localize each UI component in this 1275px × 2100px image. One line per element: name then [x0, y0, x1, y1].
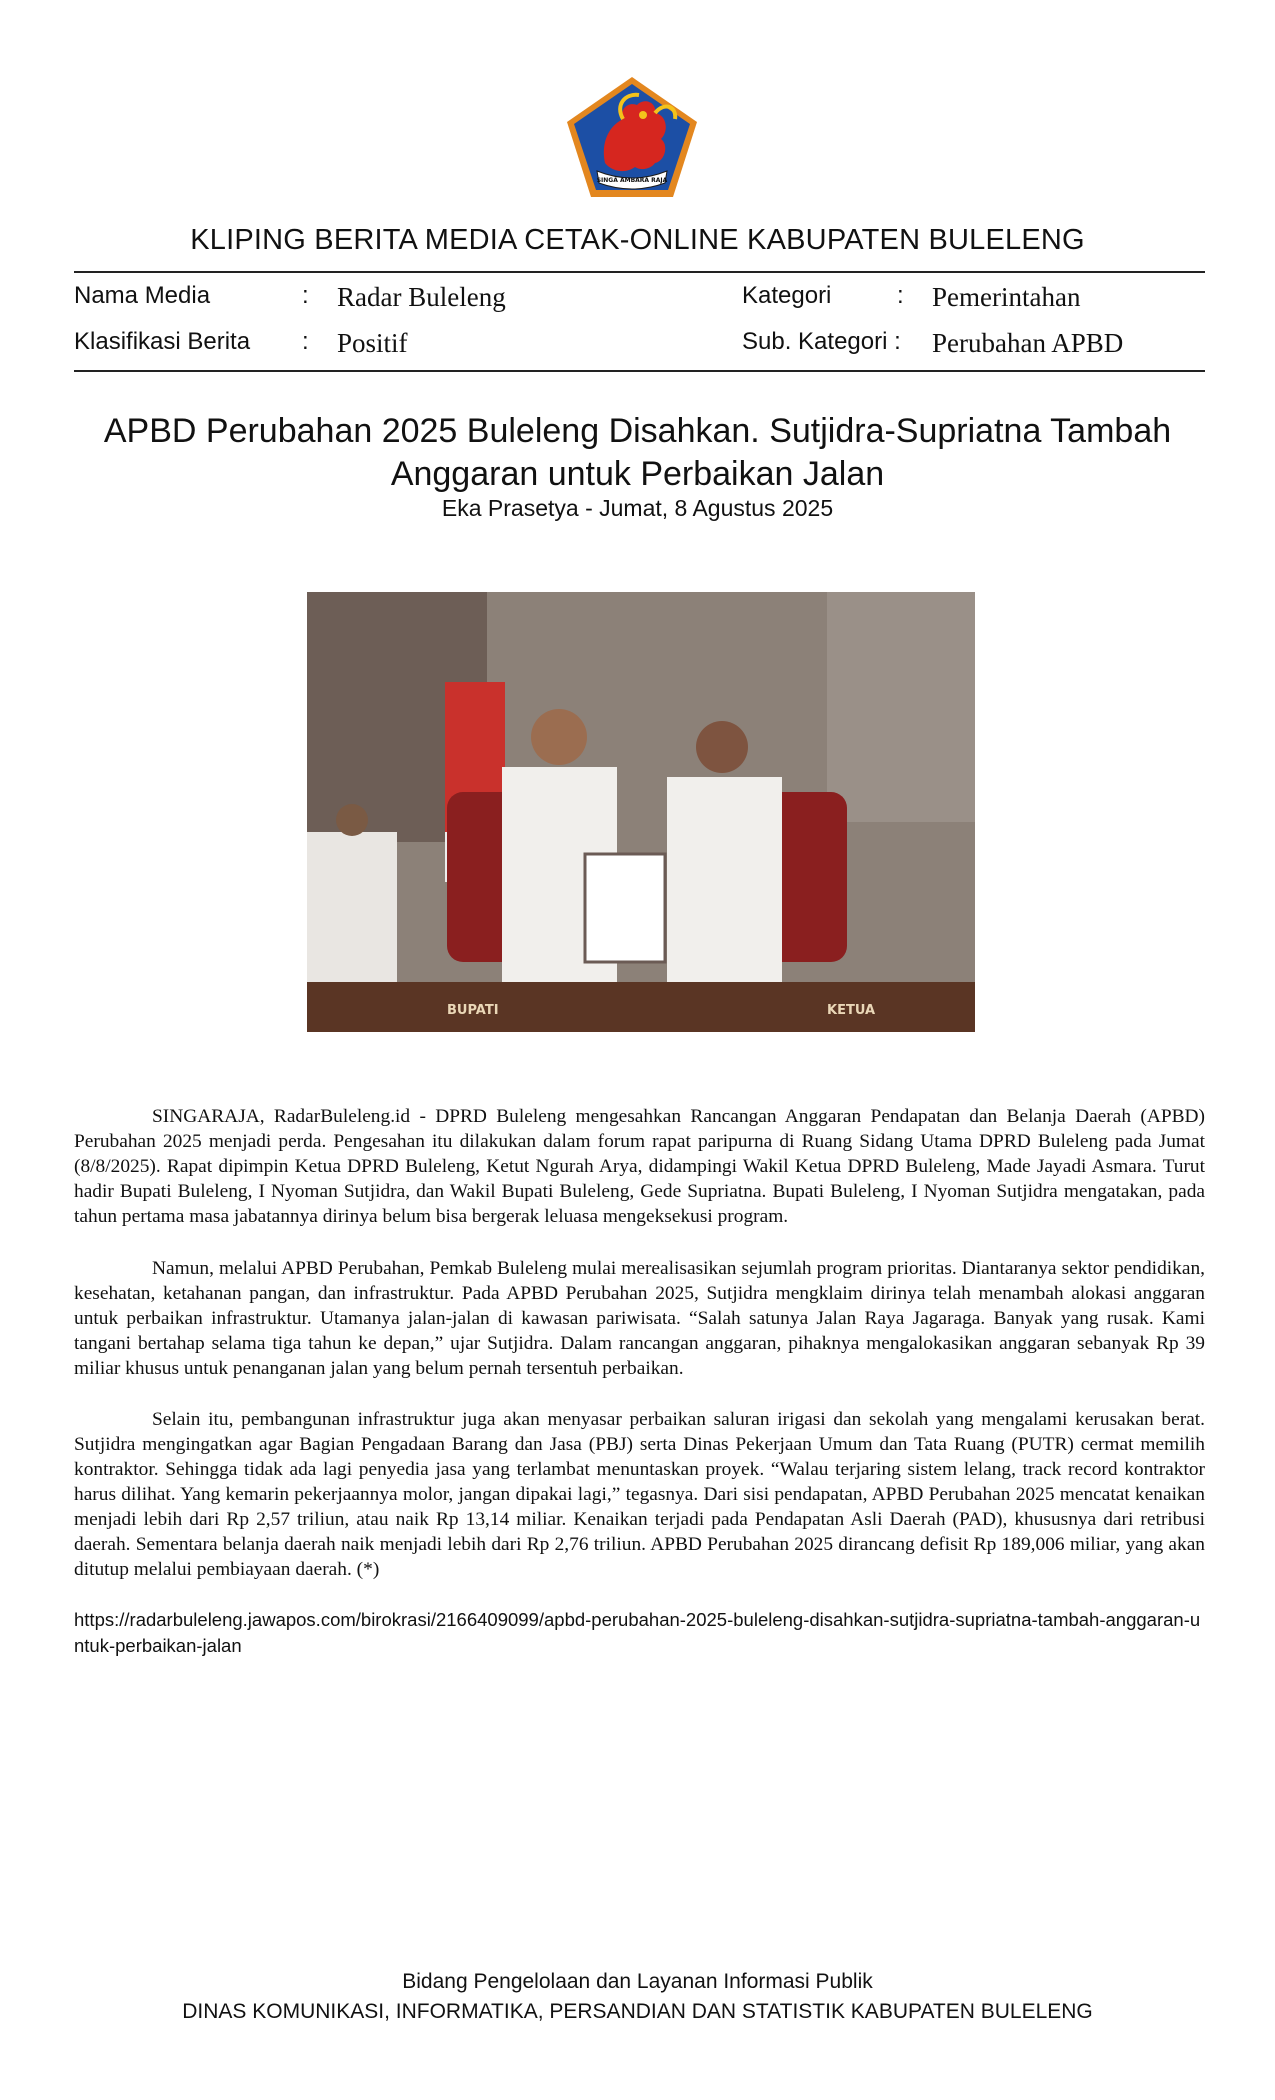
klasifikasi-berita-colon: : — [302, 328, 309, 355]
logo-motto-text: SINGA AMBARA RAJA — [596, 177, 668, 184]
footer-agency: DINAS KOMUNIKASI, INFORMATIKA, PERSANDIAN DAN STATISTIK KABUPATEN BULELENG — [182, 2000, 1093, 2023]
photo-label-bupati: BUPATI — [447, 1003, 499, 1018]
kategori-label: Kategori — [742, 282, 832, 309]
photo-right-wall — [827, 592, 975, 822]
photo-document — [585, 854, 665, 962]
klasifikasi-berita-value: Positif — [337, 328, 408, 358]
nama-media-label: Nama Media — [74, 282, 211, 309]
kategori-value: Pemerintahan — [932, 282, 1081, 312]
photo-person-left-head — [531, 709, 587, 765]
article-paragraph-3: Selain itu, pembangunan infrastruktur juga akan menyasar perbaikan saluran irigasi dan sekolah yang mengalami kerusakan berat. Sutjidra mengingatkan agar Bagian Pengadaan Barang dan Jasa (PBJ) serta Dinas Pekerjaan Umum dan Tata Ruang (PUTR) cermat memilih kontraktor. Sehingga tidak ada lagi penyedia jasa yang terlambat menuntaskan proyek. “Walau terjaring sistem lelang, track record kontraktor harus dilihat. Yang kemarin pekerjaannya molor, jangan dipakai lagi,” tegasnya. Dari sisi pendapatan, APBD Perubahan 2025 mencatat kenaikan menjadi lebih dari Rp 2,57 triliun, atau naik Rp 13,14 miliar. Kenaikan terjadi pada Pendapatan Asli Daerah (PAD), khususnya dari retribusi daerah. Sementara belanja daerah naik menjadi lebih dari Rp 2,76 triliun. APBD Perubahan 2025 dirancang defisit Rp 189,006 miliar, yang akan ditutup melalui pembiayaan daerah. (*) — [74, 1409, 1205, 1580]
nama-media-colon: : — [302, 282, 309, 309]
photo-attendant-head — [336, 804, 368, 836]
header-rule-top — [74, 271, 1205, 273]
footer-department: Bidang Pengelolaan dan Layanan Informasi Publik — [402, 1970, 873, 1993]
logo-lion-eye — [639, 111, 647, 119]
nama-media-value: Radar Buleleng — [337, 282, 506, 312]
article-byline: Eka Prasetya - Jumat, 8 Agustus 2025 — [441, 495, 834, 521]
header-rule-bottom — [74, 370, 1205, 372]
article-headline: APBD Perubahan 2025 Buleleng Disahkan. Sutjidra-Supriatna Tambah Anggaran untuk Perbaikan Jalan — [103, 412, 1172, 493]
photo-label-ketua: KETUA — [827, 1003, 876, 1018]
sub-kategori-label: Sub. Kategori : — [742, 328, 901, 355]
kategori-colon: : — [897, 282, 904, 309]
kliping-title: KLIPING BERITA MEDIA CETAK-ONLINE KABUPATEN BULELENG — [190, 224, 1085, 256]
source-url-link[interactable]: https://radarbuleleng.jawapos.com/birokrasi/2166409099/apbd-perubahan-2025-buleleng-disahkan-sutjidra-supriatna-tambah-anggaran-untuk-perbaikan-jalan — [74, 1609, 1201, 1656]
sub-kategori-value: Perubahan APBD — [932, 328, 1124, 358]
buleleng-regency-logo — [565, 75, 699, 199]
klasifikasi-berita-label: Klasifikasi Berita — [74, 328, 251, 355]
article-paragraph-2: Namun, melalui APBD Perubahan, Pemkab Buleleng mulai merealisasikan sejumlah program prioritas. Diantaranya sektor pendidikan, kesehatan, ketahanan pangan, dan infrastruktur. Pada APBD Perubahan 2025, Sutjidra mengklaim dirinya telah menambah alokasi anggaran untuk perbaikan infrastruktur. Utamanya jalan-jalan di kawasan pariwisata. “Salah satunya Jalan Raya Jagaraga. Banyak yang rusak. Kami tangani bertahap selama tiga tahun ke depan,” ujar Sutjidra. Dalam rancangan anggaran, pihaknya mengalokasikan anggaran sebanyak Rp 39 miliar khusus untuk penanganan jalan yang belum pernah tersentuh perbaikan. — [74, 1258, 1205, 1379]
photo-person-right-head — [696, 721, 748, 773]
article-photo — [307, 592, 975, 1032]
article-paragraph-1: SINGARAJA, RadarBuleleng.id - DPRD Buleleng mengesahkan Rancangan Anggaran Pendapatan dan Belanja Daerah (APBD) Perubahan 2025 menjadi perda. Pengesahan itu dilakukan dalam forum rapat paripurna di Ruang Sidang Utama DPRD Buleleng pada Jumat (8/8/2025). Rapat dipimpin Ketua DPRD Buleleng, Ketut Ngurah Arya, didampingi Wakil Ketua DPRD Buleleng, Made Jayadi Asmara. Turut hadir Bupati Buleleng, I Nyoman Sutjidra, dan Wakil Bupati Buleleng, Gede Supriatna. Bupati Buleleng, I Nyoman Sutjidra mengatakan, pada tahun pertama masa jabatannya dirinya belum bisa bergerak leluasa mengeksekusi program. — [74, 1106, 1205, 1227]
